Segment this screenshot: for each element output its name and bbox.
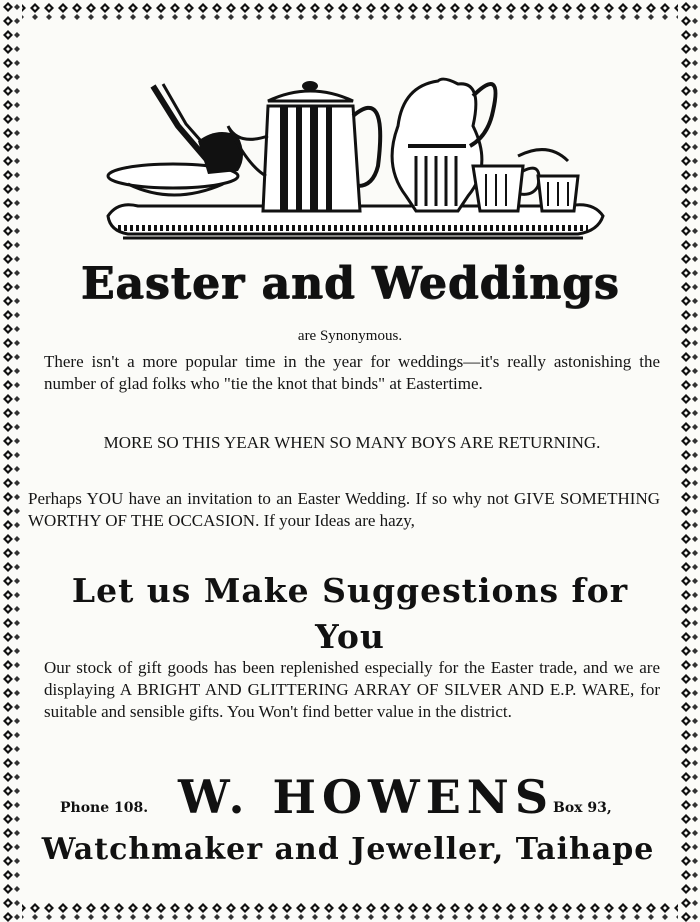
phone-number: Phone 108.: [60, 800, 149, 816]
paragraph-weddings: There isn't a more popular time in the year for weddings—it's really astonishing the number of glad folks who "tie the knot that binds" at Eastertime.: [44, 352, 660, 393]
bottom-ornament-border: [0, 900, 700, 922]
signature-row: [0, 770, 700, 824]
business-name: W. HOWENS: [178, 770, 555, 824]
paragraph-stock: Our stock of gift goods has been replenished especially for the Easter trade, and we are displaying A BRIGHT AND GLITTERING ARRAY OF SILVER AND E.P. WARE, for suitable and sensible gifts. You Won't find better value in the district.: [44, 658, 660, 721]
top-ornament-border: [0, 0, 700, 22]
subheadline: are Synonymous.: [297, 328, 403, 344]
silverware-tray-illustration: [98, 66, 610, 256]
po-box: Box 93,: [553, 800, 612, 816]
headline: Easter and Weddings: [80, 258, 620, 309]
trade-line: Watchmaker and Jeweller, Taihape: [41, 832, 655, 867]
paragraph-invitation: Perhaps YOU have an invitation to an Easter Wedding. If so why not GIVE SOMETHING WORTHY OF THE OCCASION. If your Ideas are hazy,: [28, 489, 660, 530]
callout-suggestions: Let us Make Suggestions for You: [71, 571, 629, 656]
paragraph-returning-boys: MORE SO THIS YEAR WHEN SO MANY BOYS ARE RETURNING.: [103, 433, 601, 452]
